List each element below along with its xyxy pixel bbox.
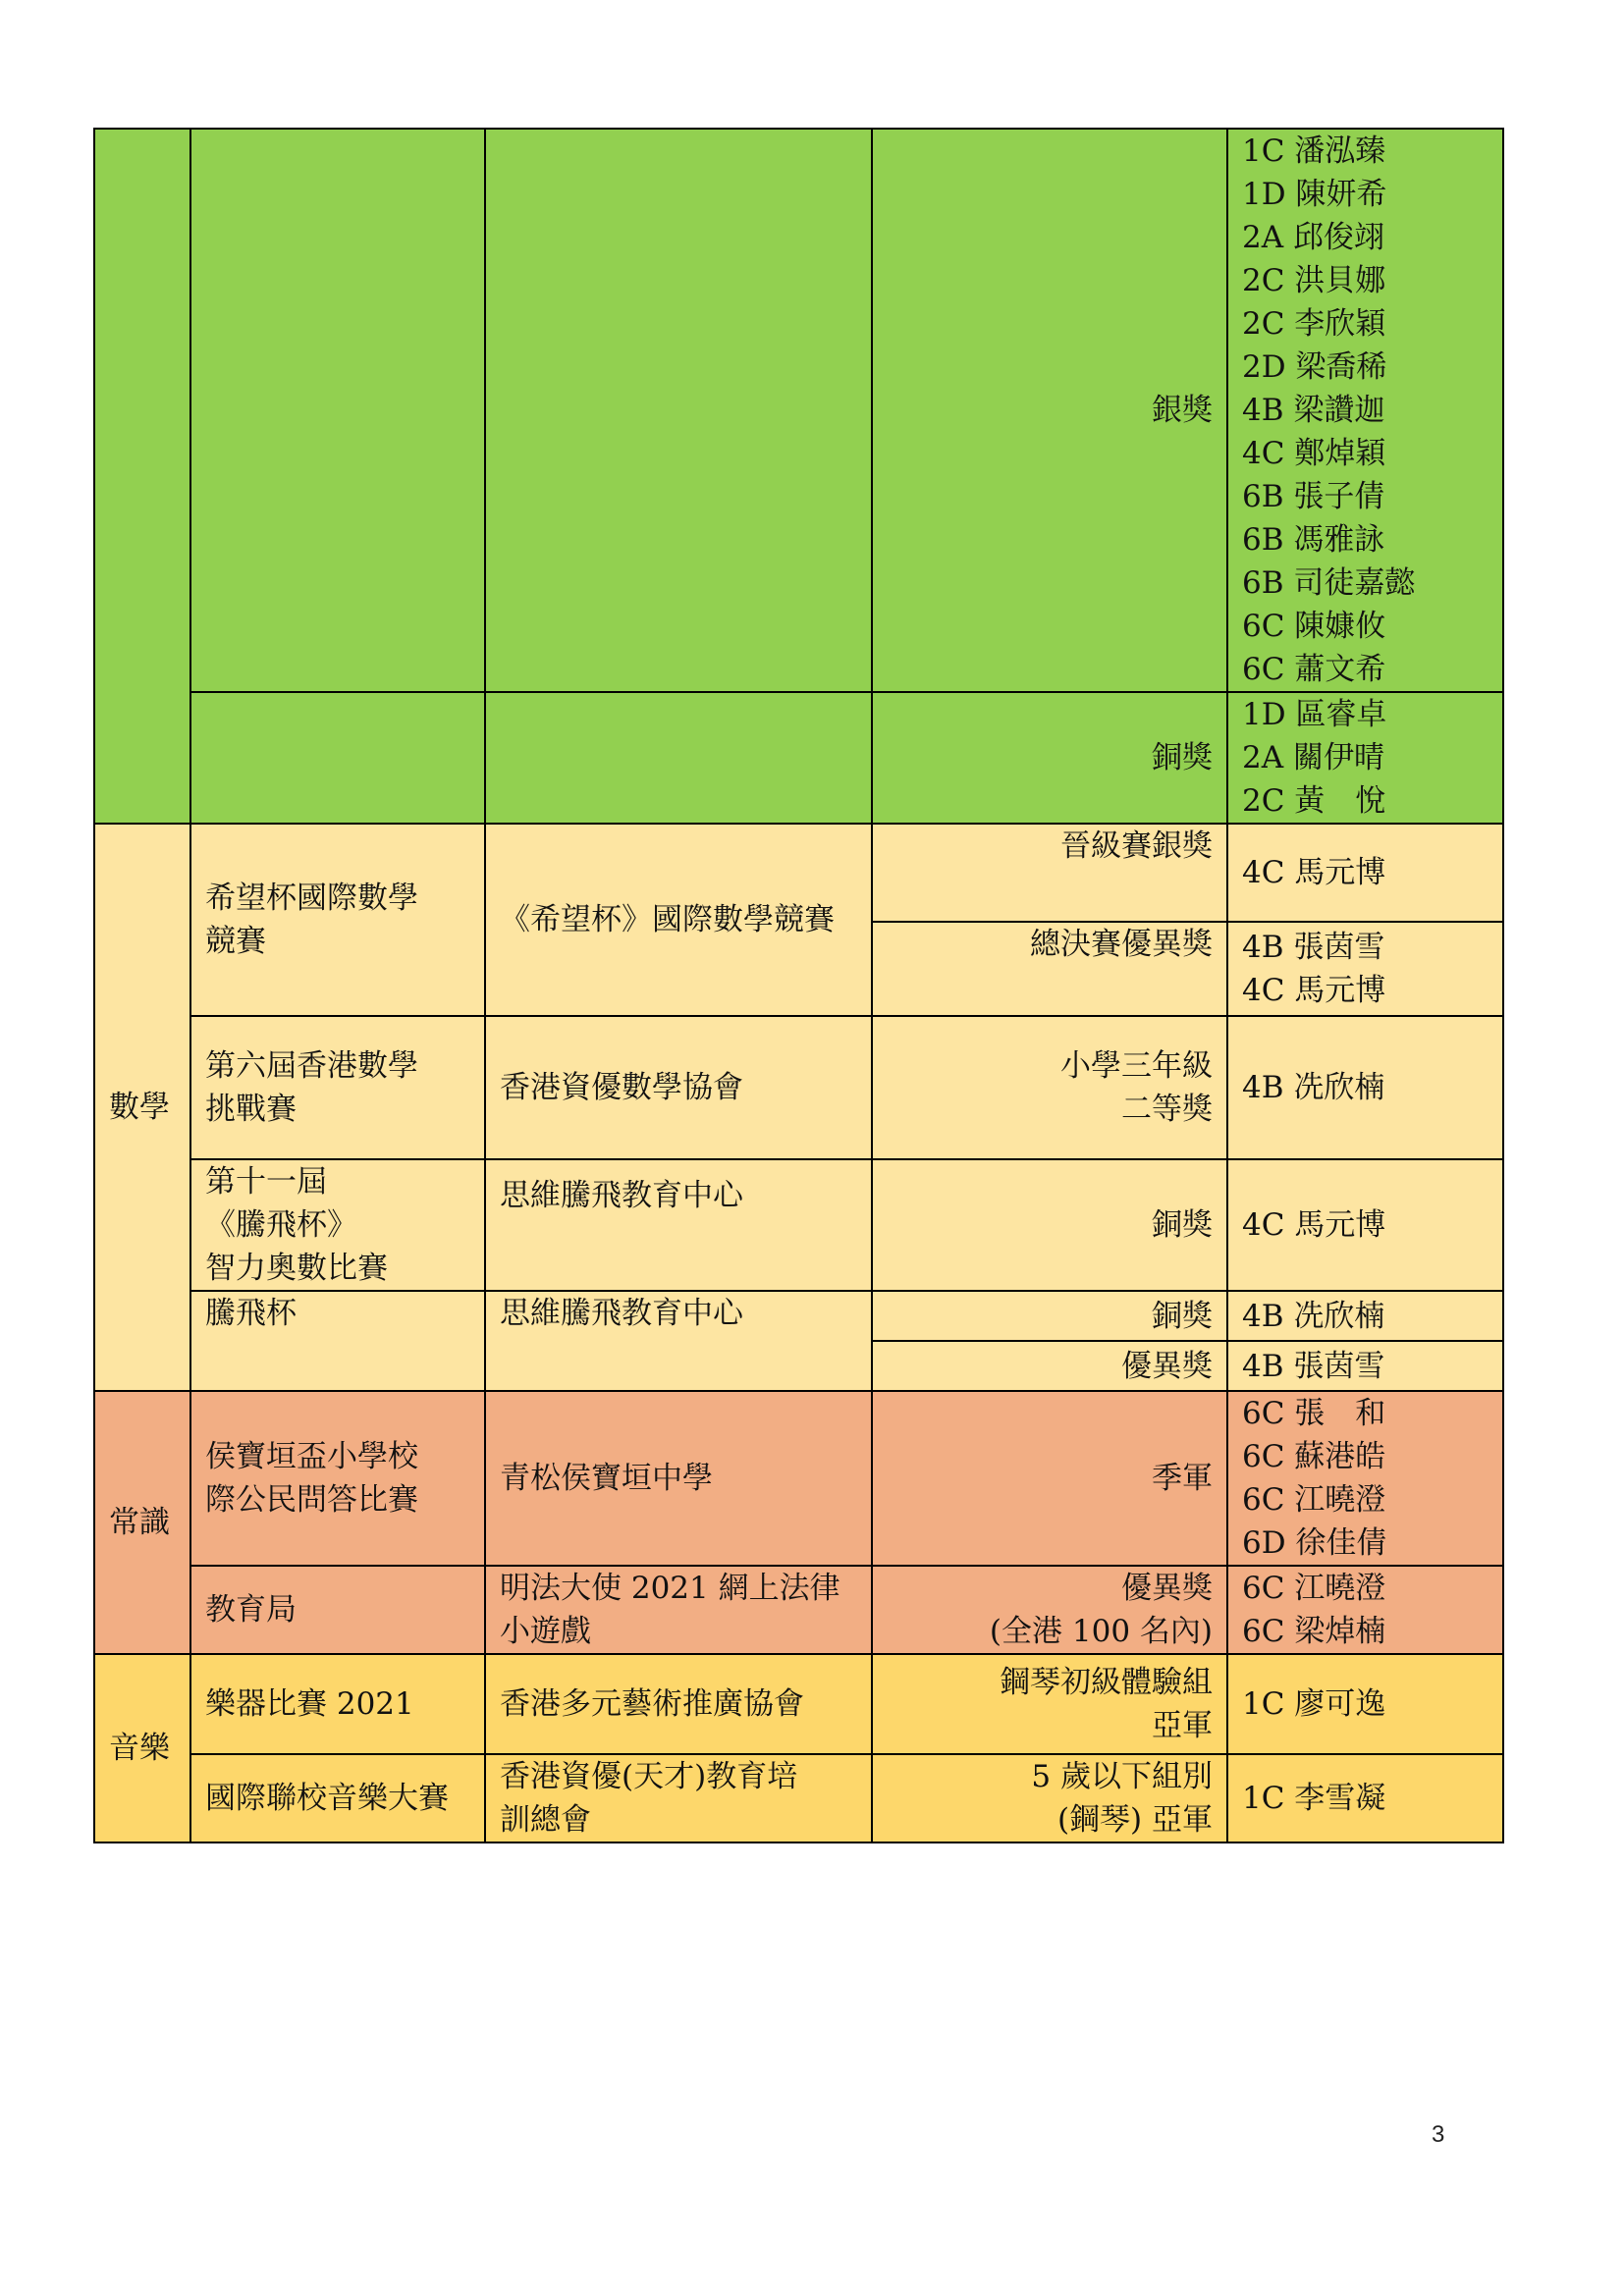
- winner-name: 4C 馬元博: [1242, 855, 1386, 890]
- table-row: [94, 1391, 1503, 1566]
- organizer-cell: 思維騰飛教育中心: [485, 1291, 872, 1391]
- table-row: [94, 129, 1503, 692]
- winner-name: 1C 潘泓臻: [1242, 133, 1386, 169]
- winner-name: 6B 張子倩: [1242, 479, 1385, 514]
- table-row: [94, 1291, 1503, 1341]
- winner-name: 4B 梁讚迦: [1242, 393, 1385, 428]
- awards-table: [93, 128, 1504, 1843]
- competition-cell: 騰飛杯: [190, 1291, 485, 1391]
- winner-name: 2A 關伊晴: [1242, 740, 1384, 775]
- competition-cell: 第六屆香港數學 挑戰賽: [190, 1016, 485, 1159]
- subject-general-studies: 常識: [94, 1391, 190, 1654]
- winner-name: 6B 馮雅詠: [1242, 522, 1385, 558]
- organizer-cell: [485, 129, 872, 692]
- table-row: [94, 1159, 1503, 1291]
- winner-name: 4C 馬元博: [1242, 973, 1386, 1008]
- organizer-cell: 香港資優數學協會: [485, 1016, 872, 1159]
- winner-name: 2D 梁喬稀: [1242, 349, 1387, 385]
- table-row: [94, 1016, 1503, 1159]
- competition-cell: 第十一屆 《騰飛杯》 智力奧數比賽: [190, 1159, 485, 1291]
- award-cell: 季軍: [872, 1391, 1227, 1566]
- table-row: [94, 1566, 1503, 1654]
- winner-name: 6B 司徒嘉懿: [1242, 565, 1416, 601]
- award-cell: 銅獎: [872, 692, 1227, 824]
- winner-name: 6C 江曉澄: [1242, 1482, 1386, 1518]
- competition-cell: [190, 692, 485, 824]
- winner-name: 1D 陳妍希: [1242, 177, 1387, 212]
- winners-cell: [1227, 922, 1503, 1016]
- winner-name: 6C 張 和: [1242, 1396, 1386, 1431]
- subject-cell-continued: [94, 129, 190, 824]
- organizer-cell: 明法大使 2021 網上法律 小遊戲: [485, 1566, 872, 1654]
- table-row: [94, 1654, 1503, 1754]
- winners-cell: [1227, 1391, 1503, 1566]
- winner-name: 6C 江曉澄: [1242, 1571, 1386, 1606]
- award-cell: 鋼琴初級體驗組 亞軍: [872, 1654, 1227, 1754]
- winner-name: 4C 鄭焯穎: [1242, 436, 1386, 471]
- award-cell: 銅獎: [872, 1159, 1227, 1291]
- competition-cell: 教育局: [190, 1566, 485, 1654]
- winner-name: 4B 張茵雪: [1242, 930, 1385, 965]
- organizer-cell: 香港多元藝術推廣協會: [485, 1654, 872, 1754]
- winners-cell: [1227, 1654, 1503, 1754]
- award-cell: 銀獎: [872, 129, 1227, 692]
- award-cell: 總決賽優異獎: [872, 922, 1227, 1016]
- winner-name: 1D 區睿卓: [1242, 697, 1387, 732]
- table-row: [94, 824, 1503, 922]
- subject-math: 數學: [94, 824, 190, 1391]
- winners-cell: [1227, 1159, 1503, 1291]
- competition-cell: [190, 129, 485, 692]
- winner-name: 2C 洪貝娜: [1242, 263, 1386, 298]
- competition-cell: 樂器比賽 2021: [190, 1654, 485, 1754]
- winner-name: 2C 黃 悅: [1242, 783, 1386, 819]
- winners-cell: [1227, 1016, 1503, 1159]
- winner-name: 6C 陳嫝攸: [1242, 609, 1386, 644]
- award-cell: 5 歲以下組別 (鋼琴) 亞軍: [872, 1754, 1227, 1842]
- award-cell: 銅獎: [872, 1291, 1227, 1341]
- subject-music: 音樂: [94, 1654, 190, 1842]
- winner-name: 6C 蕭文希: [1242, 652, 1386, 687]
- winners-cell: [1227, 824, 1503, 922]
- table-row: [94, 1754, 1503, 1842]
- winner-name: 6D 徐佳倩: [1242, 1525, 1387, 1561]
- winner-name: 4C 馬元博: [1242, 1207, 1386, 1243]
- competition-cell: 侯寶垣盃小學校 際公民問答比賽: [190, 1391, 485, 1566]
- organizer-cell: [485, 692, 872, 824]
- table-row: [94, 692, 1503, 824]
- page-number: 3: [1432, 2121, 1445, 2148]
- organizer-cell: 香港資優(天才)教育培 訓總會: [485, 1754, 872, 1842]
- winners-cell: [1227, 692, 1503, 824]
- award-cell: 優異獎 (全港 100 名內): [872, 1566, 1227, 1654]
- winners-cell: [1227, 1754, 1503, 1842]
- winner-name: 6C 梁焯楠: [1242, 1614, 1386, 1649]
- award-cell: 優異獎: [872, 1341, 1227, 1391]
- competition-cell: 希望杯國際數學 競賽: [190, 824, 485, 1016]
- winner-name: 4B 張茵雪: [1227, 1341, 1503, 1391]
- organizer-cell: 《希望杯》國際數學競賽: [485, 824, 872, 1016]
- winner-name: 6C 蘇港皓: [1242, 1439, 1386, 1474]
- winners-cell: [1227, 129, 1503, 692]
- competition-cell: 國際聯校音樂大賽: [190, 1754, 485, 1842]
- winner-name: 2A 邱俊翊: [1242, 220, 1384, 255]
- winner-name: 1C 李雪凝: [1242, 1781, 1386, 1816]
- winner-name: 4B 冼欣楠: [1242, 1070, 1385, 1105]
- winner-name: 1C 廖可逸: [1242, 1686, 1386, 1722]
- organizer-cell: 思維騰飛教育中心: [485, 1159, 872, 1291]
- award-cell: 晉級賽銀獎: [872, 824, 1227, 922]
- organizer-cell: 青松侯寶垣中學: [485, 1391, 872, 1566]
- award-cell: 小學三年級 二等獎: [872, 1016, 1227, 1159]
- winner-name: 4B 冼欣楠: [1227, 1291, 1503, 1341]
- winners-cell: [1227, 1566, 1503, 1654]
- winner-name: 2C 李欣穎: [1242, 306, 1386, 342]
